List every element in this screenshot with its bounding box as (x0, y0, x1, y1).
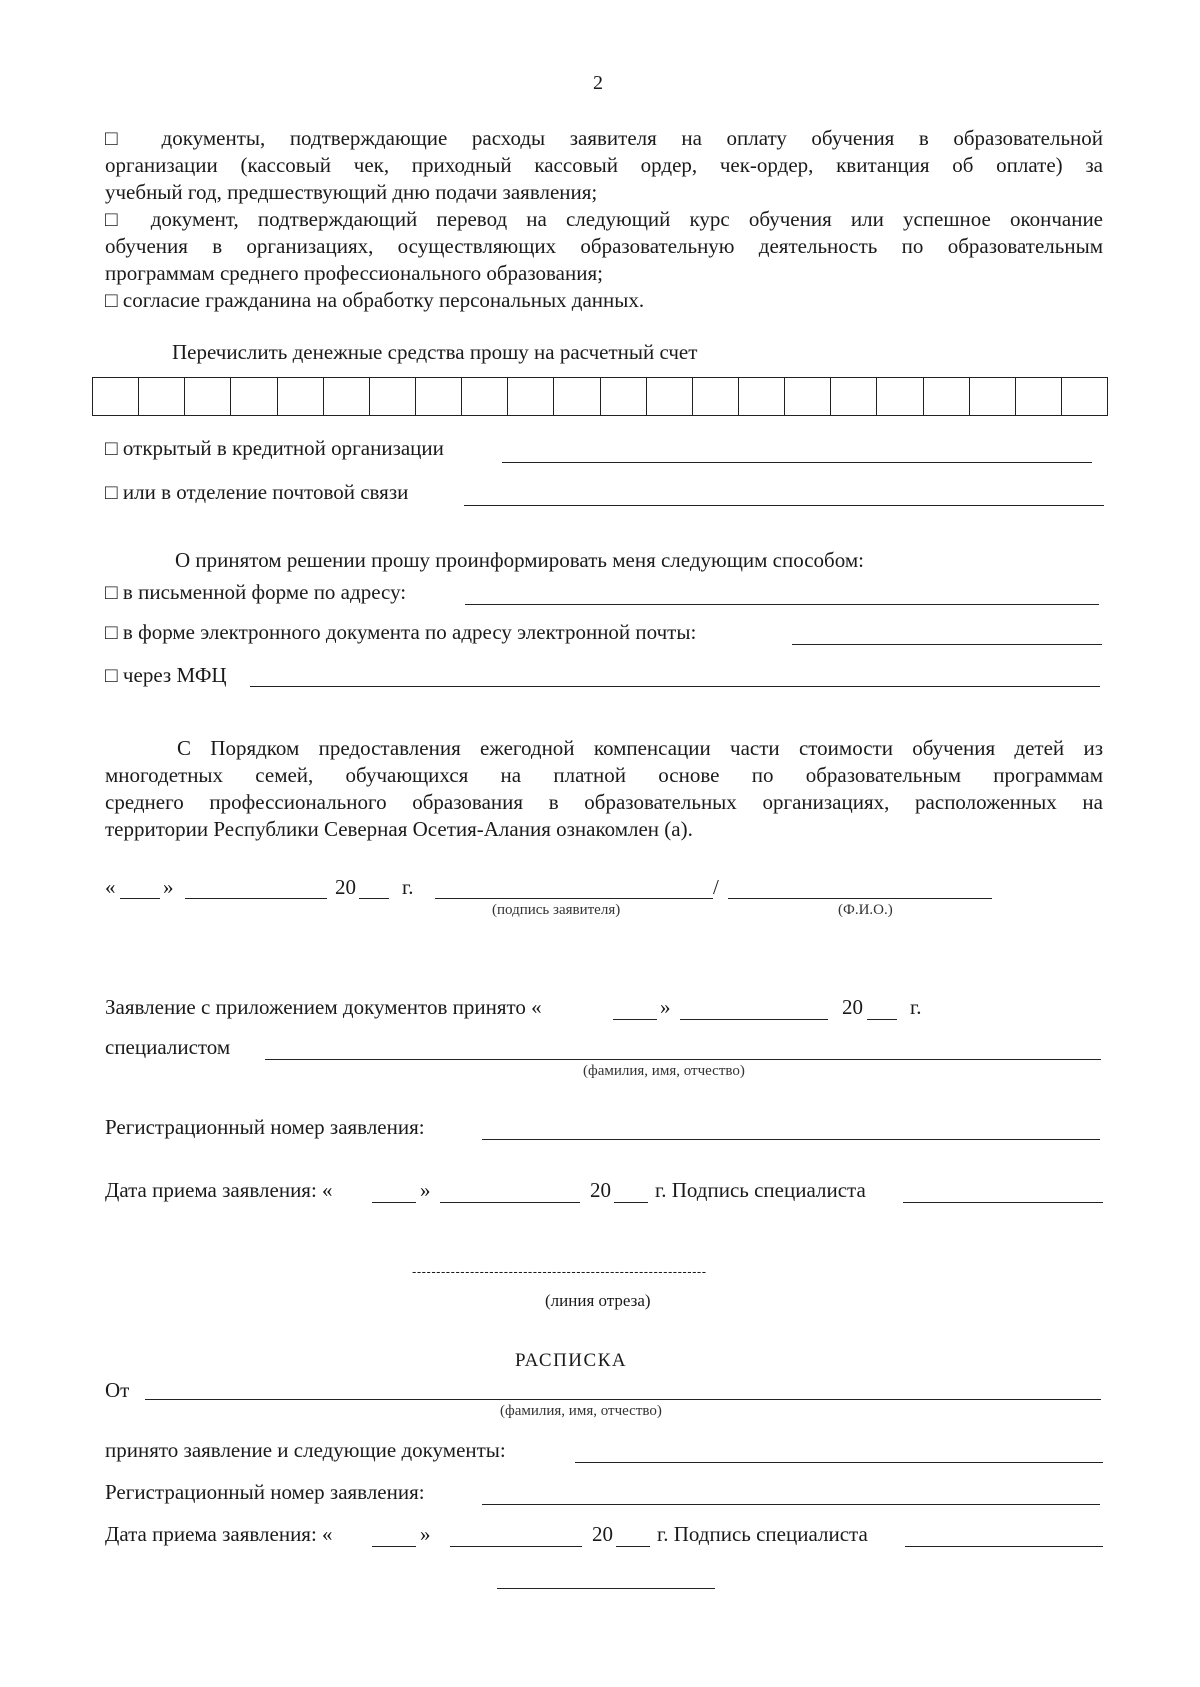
receipt-month-field[interactable] (450, 1546, 582, 1547)
account-digit-cell[interactable] (646, 378, 692, 415)
intake-signature-field[interactable] (903, 1202, 1103, 1203)
doc-item-3: □ согласие гражданина на обработку персональных данных. (105, 288, 645, 312)
account-number-grid[interactable] (92, 377, 1108, 416)
doc-item-2-line-1: □ документ, подтверждающий перевод на следующий курс обучения или успешное окончание (105, 207, 1103, 231)
ack-line-2: многодетных семей, обучающихся на платной основе по образовательным программам (105, 763, 1103, 787)
post-office-option[interactable]: □ или в отделение почтовой связи (105, 480, 409, 504)
applicant-fio-field[interactable] (728, 898, 992, 899)
specialist-label: специалистом (105, 1035, 231, 1059)
account-digit-cell[interactable] (369, 378, 415, 415)
bank-option[interactable]: □ открытый в кредитной организации (105, 436, 444, 460)
transfer-heading: Перечислить денежные средства прошу на расчетный счет (172, 340, 698, 364)
closing-rule (497, 1588, 715, 1589)
receipt-from-field[interactable] (145, 1399, 1101, 1400)
account-digit-cell[interactable] (692, 378, 738, 415)
intake-month-field[interactable] (440, 1202, 580, 1203)
documents-list (105, 125, 1103, 314)
intake-year-field[interactable] (614, 1202, 648, 1203)
notify-heading: О принятом решении прошу проинформировать меня следующим способом: (175, 548, 864, 572)
doc-item-1-line-2: организации (кассовый чек, приходный кассовый ордер, чек-ордер, квитанция об оплате) за (105, 153, 1103, 177)
accepted-year-field[interactable] (867, 1019, 897, 1020)
account-digit-cell[interactable] (830, 378, 876, 415)
accepted-year-suffix: г. (910, 995, 922, 1019)
receipt-from-caption: (фамилия, имя, отчество) (500, 1403, 662, 1419)
account-digit-cell[interactable] (507, 378, 553, 415)
receipt-reg-number-field[interactable] (482, 1504, 1100, 1505)
postal-address-field[interactable] (465, 604, 1099, 605)
intake-signature-label: г. Подпись специалиста (655, 1178, 866, 1202)
account-digit-cell[interactable] (323, 378, 369, 415)
sign-day-field[interactable] (120, 898, 160, 899)
notify-mfc-option[interactable]: □ через МФЦ (105, 663, 227, 687)
ack-line-1: С Порядком предоставления ежегодной компенсации части стоимости обучения детей из (177, 736, 1103, 760)
intake-year-prefix: 20 (590, 1178, 611, 1202)
doc-item-2-line-3: программам среднего профессионального образования; (105, 261, 603, 285)
receipt-documents-field[interactable] (575, 1462, 1103, 1463)
specialist-name-caption: (фамилия, имя, отчество) (583, 1063, 745, 1079)
sign-quote-open: « (105, 875, 116, 899)
notify-written-option[interactable]: □ в письменной форме по адресу: (105, 580, 407, 604)
sign-year-field[interactable] (359, 898, 389, 899)
specialist-name-field[interactable] (265, 1059, 1101, 1060)
accepted-year-prefix: 20 (842, 995, 863, 1019)
cut-line: ------------------------------------------------------------- (412, 1264, 707, 1279)
account-digit-cell[interactable] (923, 378, 969, 415)
email-address-field[interactable] (792, 644, 1102, 645)
account-digit-cell[interactable] (461, 378, 507, 415)
intake-quote-close: » (420, 1178, 431, 1202)
account-digit-cell[interactable] (415, 378, 461, 415)
account-digit-cell[interactable] (1061, 378, 1107, 415)
account-digit-cell[interactable] (553, 378, 599, 415)
account-digit-cell[interactable] (184, 378, 230, 415)
receipt-year-prefix: 20 (592, 1522, 613, 1546)
sign-quote-close: » (163, 875, 174, 899)
doc-item-1-line-1: □ документы, подтверждающие расходы заявителя на оплату обучения в образовательной (105, 126, 1103, 150)
accepted-day-field[interactable] (613, 1019, 657, 1020)
receipt-quote-close: » (420, 1522, 431, 1546)
accepted-quote-close: » (660, 995, 671, 1019)
receipt-documents-label: принято заявление и следующие документы: (105, 1438, 506, 1462)
reg-number-label: Регистрационный номер заявления: (105, 1115, 425, 1139)
receipt-reg-number-label: Регистрационный номер заявления: (105, 1480, 425, 1504)
signature-slash: / (713, 875, 719, 899)
ack-line-3: среднего профессионального образования в образовательных организациях, расположенных на (105, 790, 1103, 814)
receipt-year-field[interactable] (616, 1546, 650, 1547)
intake-day-field[interactable] (372, 1202, 416, 1203)
doc-item-1-line-3: учебный год, предшествующий дню подачи заявления; (105, 180, 598, 204)
receipt-from-label: От (105, 1378, 130, 1402)
account-digit-cell[interactable] (600, 378, 646, 415)
receipt-day-field[interactable] (372, 1546, 416, 1547)
account-digit-cell[interactable] (969, 378, 1015, 415)
page-number: 2 (593, 72, 603, 94)
notify-email-option[interactable]: □ в форме электронного документа по адресу электронной почты: (105, 620, 697, 644)
account-digit-cell[interactable] (230, 378, 276, 415)
receipt-date-label: Дата приема заявления: « (105, 1522, 333, 1546)
doc-item-2-line-2: обучения в организациях, осуществляющих образовательную деятельность по образовательным (105, 234, 1103, 258)
account-digit-cell[interactable] (876, 378, 922, 415)
account-digit-cell[interactable] (138, 378, 184, 415)
accepted-text: Заявление с приложением документов принято « (105, 995, 542, 1019)
intake-date-label: Дата приема заявления: « (105, 1178, 333, 1202)
post-office-field[interactable] (464, 505, 1104, 506)
receipt-signature-label: г. Подпись специалиста (657, 1522, 868, 1546)
account-digit-cell[interactable] (277, 378, 323, 415)
applicant-signature-field[interactable] (435, 898, 713, 899)
account-digit-cell[interactable] (784, 378, 830, 415)
reg-number-field[interactable] (482, 1139, 1100, 1140)
applicant-fio-caption: (Ф.И.О.) (838, 902, 893, 918)
sign-year-suffix: г. (402, 875, 414, 899)
account-digit-cell[interactable] (1015, 378, 1061, 415)
receipt-signature-field[interactable] (905, 1546, 1103, 1547)
sign-month-field[interactable] (185, 898, 327, 899)
cut-line-caption: (линия отреза) (545, 1291, 651, 1310)
receipt-title: РАСПИСКА (515, 1350, 628, 1371)
account-digit-cell[interactable] (738, 378, 784, 415)
applicant-signature-caption: (подпись заявителя) (492, 902, 621, 918)
ack-line-4: территории Республики Северная Осетия-Алания ознакомлен (а). (105, 817, 693, 841)
bank-name-field[interactable] (502, 462, 1092, 463)
sign-year-prefix: 20 (335, 875, 356, 899)
acknowledgement-paragraph (105, 735, 1103, 843)
mfc-field[interactable] (250, 686, 1100, 687)
account-digit-cell[interactable] (93, 378, 138, 415)
accepted-month-field[interactable] (680, 1019, 828, 1020)
